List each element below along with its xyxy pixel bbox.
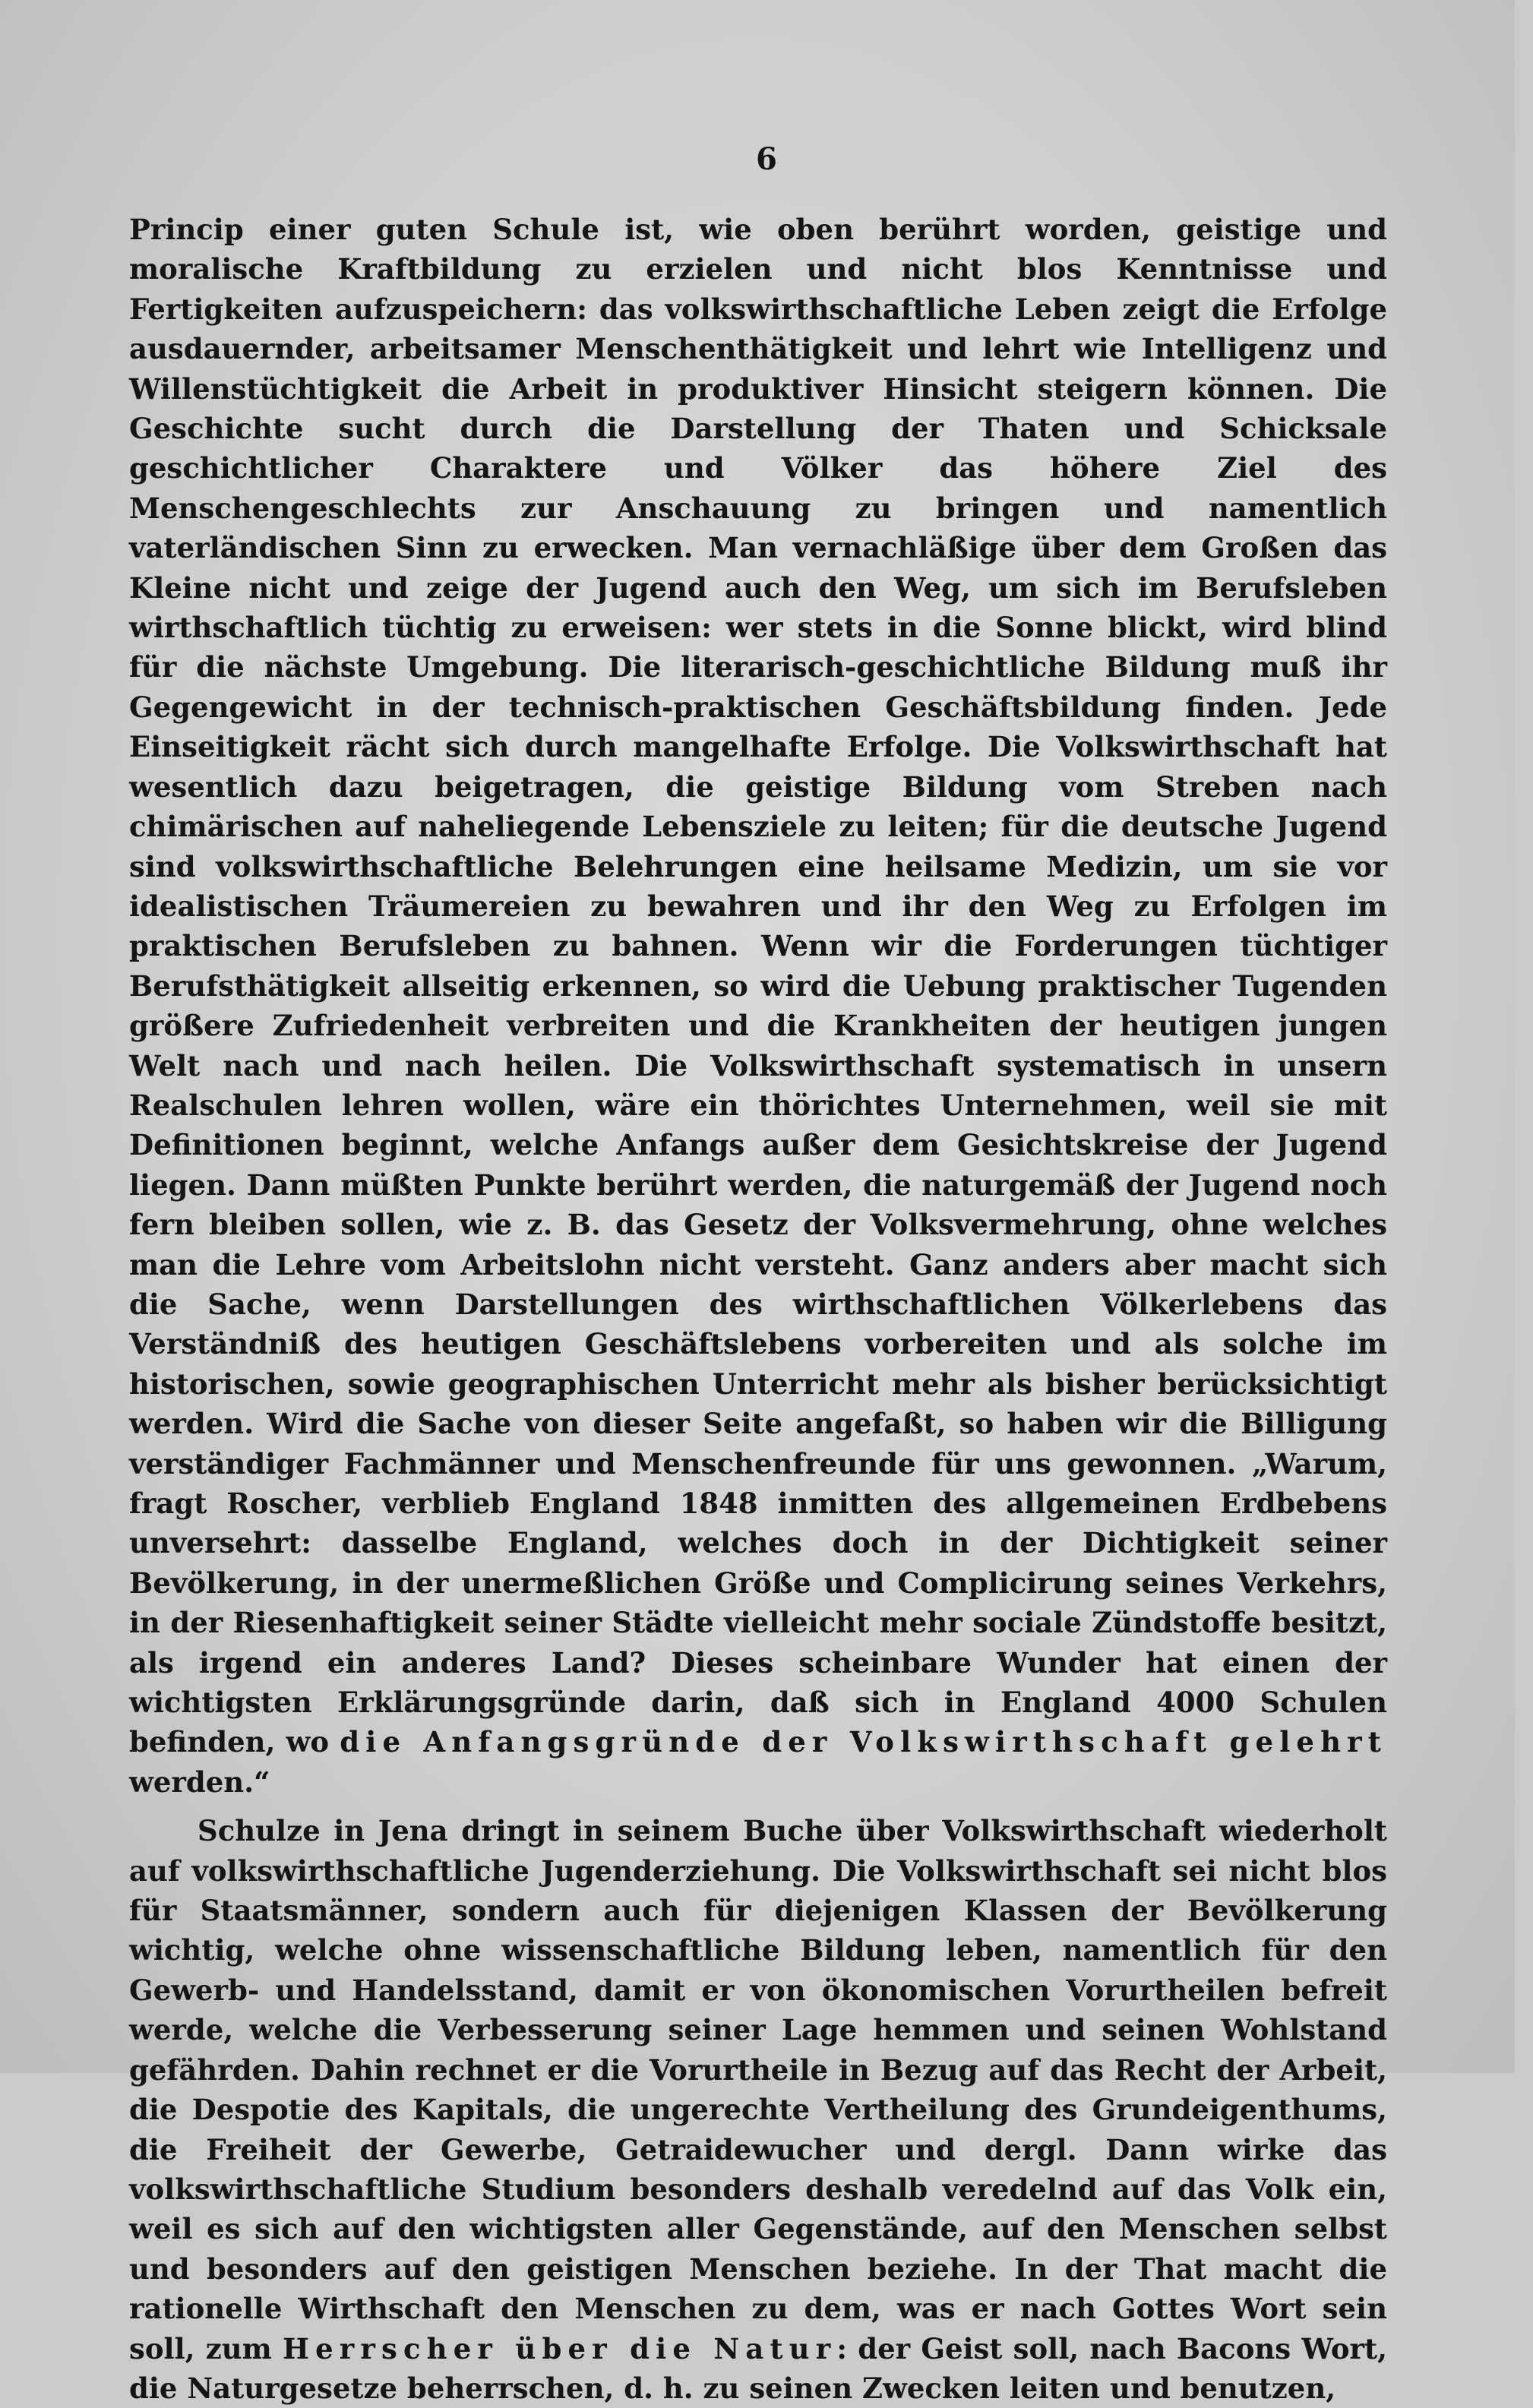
spaced-emphasis: Herrscher über die Natur [283,2331,837,2365]
paragraph-1 [129,210,1387,1802]
body-text [129,210,1387,2408]
paragraph-2 [129,1811,1387,2408]
paragraph-1-text: Princip einer guten Schule ist, wie oben berührt worden, geistige und moralische Kraftbildung zu erzielen und nicht blos Kenntnisse und Fertigkeiten aufzuspeichern: das volkswirthschaftliche Leben zeigt die Erfolge ausdauernder, arbeitsamer Menschenthätigkeit und lehrt wie Intelligenz und Willenstüchtigkeit die Arbeit in produktiver Hinsicht steigern können. Die Geschichte sucht durch die Darstellung der Thaten und Schicksale geschichtlicher Charaktere und Völker das höhere Ziel des Menschengeschlechts zur Anschauung zu bringen und namentlich vaterländischen Sinn zu erwecken. Man vernachläßige über dem Großen das Kleine nicht und zeige der Jugend auch den Weg, um sich im Berufsleben wirthschaftlich tüchtig zu erweisen: wer stets in die Sonne blickt, wird blind für die nächste Umgebung. Die literarisch-geschichtliche Bildung muß ihr Gegengewicht in der technisch-praktischen Geschäftsbildung finden. Jede Einseitigkeit rächt sich durch mangelhafte Erfolge. Die Volkswirthschaft hat wesentlich dazu beigetragen, die geistige Bildung vom Streben nach chimärischen auf naheliegende Lebensziele zu leiten; für die deutsche Jugend sind volkswirthschaftliche Belehrungen eine heilsame Medizin, um sie vor idealistischen Träumereien zu bewahren und ihr den Weg zu Erfolgen im praktischen Berufsleben zu bahnen. Wenn wir die Forderungen tüchtiger Berufsthätigkeit allseitig erkennen, so wird die Uebung praktischer Tugenden größere Zufriedenheit verbreiten und die Krankheiten der heutigen jungen Welt nach und nach heilen. Die Volkswirthschaft systematisch in unsern Realschulen lehren wollen, wäre ein thörichtes Unternehmen, weil sie mit Definitionen beginnt, welche Anfangs außer dem Gesichtskreise der Jugend liegen. Dann müßten Punkte berührt werden, die naturgemäß der Jugend noch fern bleiben sollen, wie z. B. das Gesetz der Volksvermehrung, ohne welches man die Lehre vom Arbeitslohn nicht versteht. Ganz anders aber macht sich die Sache, wenn Darstellungen des wirthschaftlichen Völkerlebens das Verständniß des heutigen Geschäftslebens vorbereiten und als solche im historischen, sowie geographischen Unterricht mehr als bisher berücksichtigt werden. Wird die Sache von dieser Seite angefaßt, so haben wir die Billigung verständiger Fachmänner und Menschenfreunde für uns gewonnen. „Warum, fragt Roscher, verblieb England 1848 inmitten des allgemeinen Erdbebens unversehrt: dasselbe England, welches doch in der Dichtigkeit seiner Bevölkerung, in der unermeßlichen Größe und Complicirung seines Verkehrs, in der Riesenhaftigkeit seiner Städte vielleicht mehr sociale Zündstoffe besitzt, als irgend ein anderes Land? Dieses scheinbare Wunder hat einen der wichtigsten Erklärungsgründe darin, daß sich in England 4000 Schulen befinden, wo [129,213,1387,1759]
page-number: 6 [756,141,777,177]
paragraph-2-ending: : der Geist soll, nach Bacons Wort, die Naturgesetze beherrschen, d. h. zu seinen Zwecken leiten und benutzen, [129,2331,1387,2405]
paragraph-1-ending: werden.“ [129,1765,270,1799]
paragraph-2-text: Schulze in Jena dringt in seinem Buche über Volkswirthschaft wiederholt auf volkswirthschaftliche Jugenderziehung. Die Volkswirthschaft sei nicht blos für Staatsmänner, sondern auch für diejenigen Klassen der Bevölkerung wichtig, welche ohne wissenschaftliche Bildung leben, namentlich für den Gewerb- und Handelsstand, damit er von ökonomischen Vorurtheilen befreit werde, welche die Verbesserung seiner Lage hemmen und seinen Wohlstand gefährden. Dahin rechnet er die Vorurtheile in Bezug auf das Recht der Arbeit, die Despotie des Kapitals, die ungerechte Vertheilung des Grundeigenthums, die Freiheit der Gewerbe, Getraidewucher und dergl. Dann wirke das volkswirthschaftliche Studium besonders deshalb veredelnd auf das Volk ein, weil es sich auf den wichtigsten aller Gegenstände, auf den Menschen selbst und besonders auf den geistigen Menschen beziehe. In der That macht die rationelle Wirthschaft den Menschen zu dem, was er nach Gottes Wort sein soll, zum [129,1814,1387,2365]
spaced-emphasis: die Anfangsgründe der Volkswirthschaft gelehrt [340,1725,1387,1759]
